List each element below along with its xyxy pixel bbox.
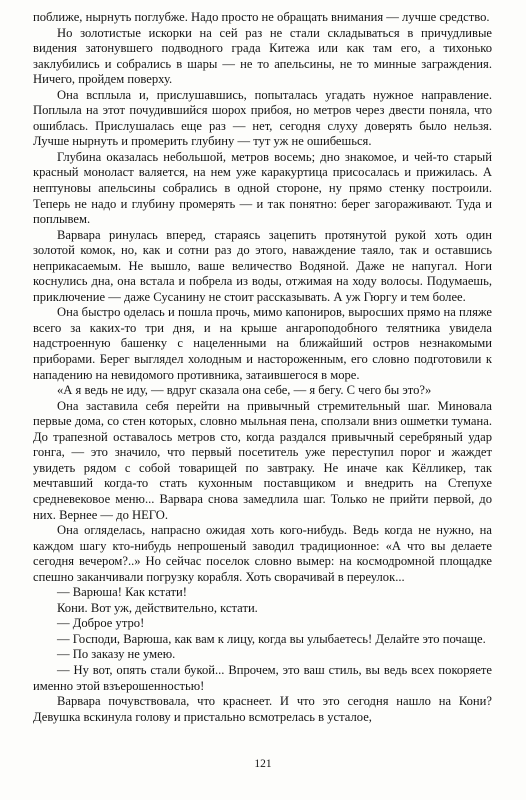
paragraph: Она всплыла и, прислушавшись, попыталась угадать нужное направление. Поплыла на этот почудившийся шорох прибоя, но метров через двести поняла, что ошиблась. Прислушалась еще раз — нет, сегодня слуху доверять было нельзя. Лучше нырнуть и промерить глубину — тут уж не ошибешься. bbox=[33, 87, 492, 149]
paragraph: Кони. Вот уж, действительно, кстати. bbox=[57, 600, 258, 615]
paragraph: «А я ведь не иду, — вдруг сказала она себе, — я бегу. С чего бы это?» bbox=[57, 383, 432, 398]
paragraph: поближе, нырнуть поглубже. Надо просто не обращать внимания — лучше средство. bbox=[33, 10, 490, 24]
dialogue-line: — Варюша! Как кстати! bbox=[57, 585, 187, 600]
page-number: 121 bbox=[254, 758, 272, 770]
paragraph: Варвара почувствовала, что краснеет. И что это сегодня нашло на Кони? Девушка вскинула голову и пристально всмотрелась в усталое, bbox=[33, 694, 492, 724]
paragraph: Но золотистые искорки на сей раз не стали складываться в причудливые видения затонувшего подводного града Китежа или как там его, а тихонько заклубились и собрались в шары — не то апельсины, не то минные заграждения. Ничего, пройдем поверху. bbox=[33, 25, 492, 87]
dialogue-line: — По заказу не умею. bbox=[57, 647, 176, 662]
dialogue-line: — Доброе утро! bbox=[57, 616, 145, 631]
paragraph: Она заставила себя перейти на привычный стремительный шаг. Миновала первые дома, со стен которых, словно мыльная пена, сползали вниз ошметки тумана. До трапезной оставалось метров сто, когда раздался привычный серебряный удар гонга, — это значило, что первый посетитель уже переступил порог и жаждет увидеть рядом с собой товарищей по завтраку. Не иначе как Кёлликер, так мечтавший когда-то стать кухонным поставщиком и внедрить на Степухе средневековое меню... Варвара снова замедлила шаг. Только не прийти первой, до них. Вернее — до НЕГО. bbox=[33, 398, 492, 522]
paragraph: Глубина оказалась небольшой, метров восемь; дно знакомое, и чей-то старый красный моноласт валяется, на нем уже каракуртица присосалась и прижилась. А нептуновы апельсины собрались в одной стороне, ну прямо стенку построили. Теперь не надо и глубину промерять — и так понятно: берег загораживают. Туда и поплывем. bbox=[33, 149, 492, 227]
paragraph: Она быстро оделась и пошла прочь, мимо капониров, выросших прямо на пляже всего за каких-то три дня, и на крыше ангароподобного телятника увидела надстроенную башенку с нацеленными на ближайший остров незнакомыми приборами. Берег выглядел холодным и настороженным, его словно подготовили к нападению на невидомого противника, затаившегося в море. bbox=[33, 305, 492, 382]
dialogue-line: — Ну вот, опять стали букой... Впрочем, это ваш стиль, вы ведь всех покоряете именно этой взъерошенностью! bbox=[33, 662, 492, 693]
paragraph: Варвара ринулась вперед, стараясь зацепить протянутой рукой хоть один золотой комок, но, как и сотни раз до этого, наваждение таяло, так и оставшись неприкасаемым. Не вышло, ваше величество Водяной. Даже не напугал. Ноги коснулись дна, она встала и побрела из воды, отжимая на ходу волосы. Подумаешь, приключение — даже Сусанину не стоит рассказывать. А уж Гюргу и тем более. bbox=[33, 227, 492, 304]
dialogue-line: — Господи, Варюша, как вам к лицу, когда вы улыбаетесь! Делайте это почаще. bbox=[57, 631, 486, 646]
body-text bbox=[33, 10, 492, 725]
paragraph: Она огляделась, напрасно ожидая хоть кого-нибудь. Ведь когда не нужно, на каждом шагу кто-нибудь непрошеный заводил традиционное: «А что вы делаете сегодня вечером?..» Но сейчас поселок словно вымер: на космодромной площадке спешно заканчивали погрузку корабля. Хоть сворачивай в переулок... bbox=[33, 523, 492, 584]
